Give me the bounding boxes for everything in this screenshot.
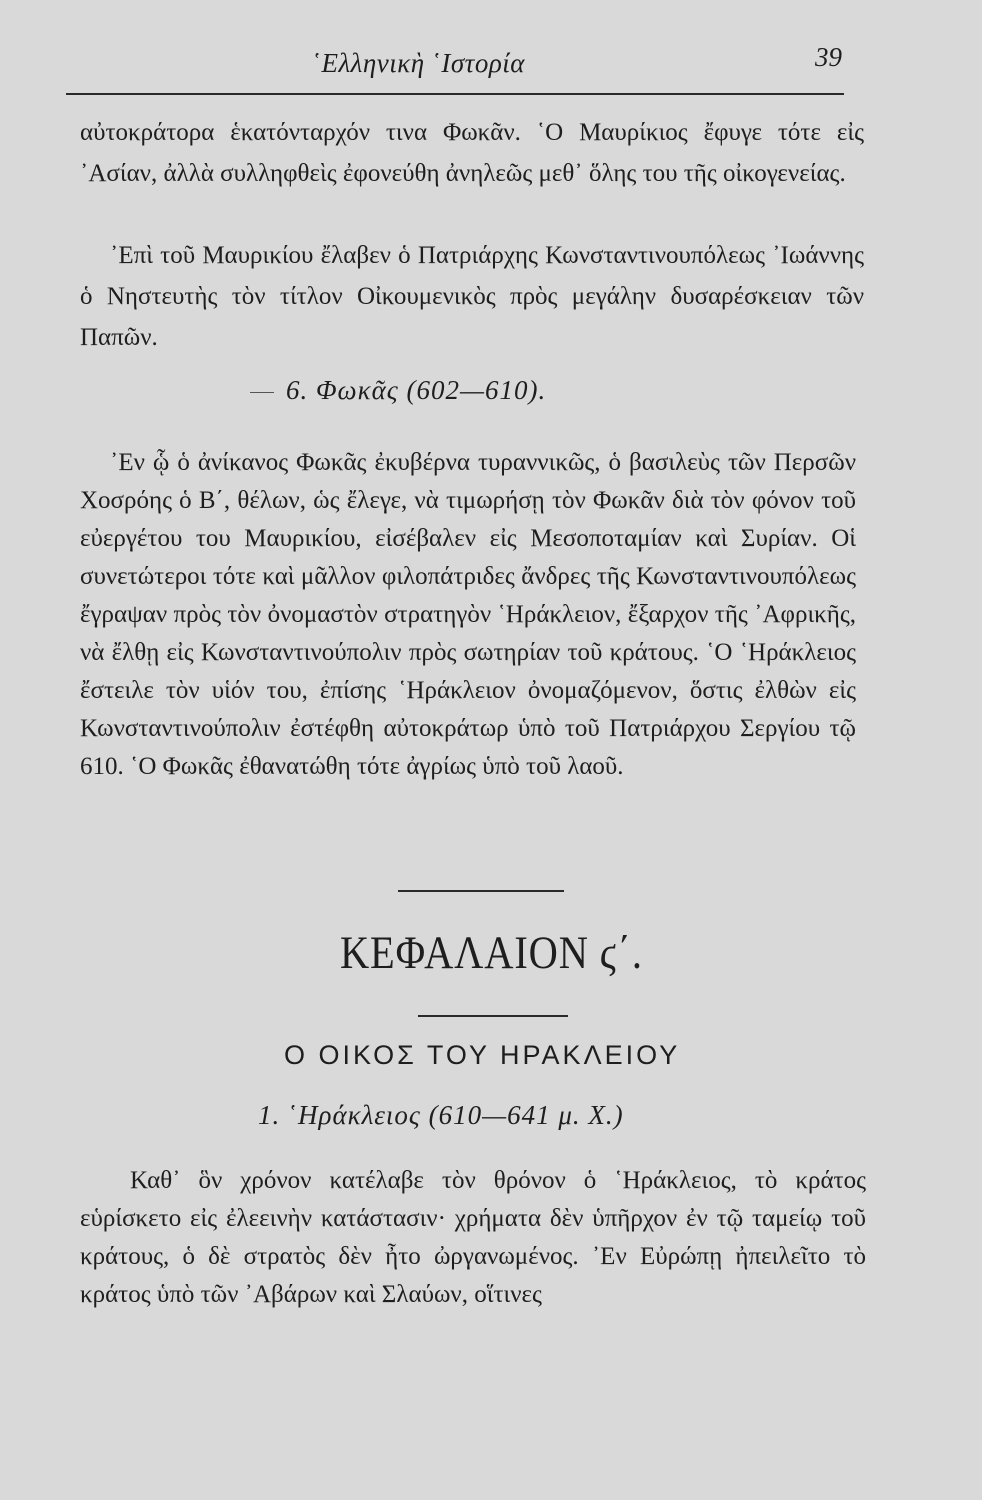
paragraph-4: Καθ᾿ ὃν χρόνον κατέλαβε τὸν θρόνον ὁ ῾Ηράκλειος, τὸ κράτος εὑρίσκετο εἰς ἐλεεινὴν κατάστασιν· χρήματα δὲν ὑπῆρχον ἐν τῷ ταμείῳ τοῦ κράτους, ὁ δὲ στρατὸς δὲν ἦτο ὠργανωμένος. ᾿Εν Εὐρώπῃ ἠπειλεῖτο τὸ κράτος ὑπὸ τῶν ᾿Αβάρων καὶ Σλαύων, οἵτινες — [80, 1167, 866, 1308]
page-number: 39 — [815, 42, 842, 72]
chapter-subtitle: Ο ΟΙΚΟΣ ΤΟΥ ΗΡΑΚΛΕΙΟΥ — [284, 1040, 681, 1070]
chapter-title: ΚΕΦΑΛΑΙΟΝ ϛ΄. — [340, 927, 643, 979]
heading-dash — [250, 392, 274, 393]
section-heading-phocas — [250, 375, 546, 406]
section-heading-text: 6. Φωκᾶς (602—610). — [286, 375, 547, 405]
subsection-heading-heraclius: 1. ῾Ηράκλειος (610—641 μ. Χ.) — [258, 1100, 624, 1130]
chapter-divider-top — [398, 890, 564, 892]
paragraph-3: ᾿Εν ᾧ ὁ ἀνίκανος Φωκᾶς ἐκυβέρνα τυραννικῶς, ὁ βασιλεὺς τῶν Περσῶν Χοσρόης ὁ Β΄, θέλων, ὡς ἔλεγε, νὰ τιμωρήσῃ τὸν Φωκᾶν διὰ τὸν φόνον τοῦ εὐεργέτου του Μαυρικίου, εἰσέβαλεν εἰς Μεσοποταμίαν καὶ Συρίαν. Οἱ συνετώτεροι τότε καὶ μᾶλλον φιλοπάτριδες ἄνδρες τῆς Κωνσταντινουπόλεως ἔγραψαν πρὸς τὸν ὀνομαστὸν στρατηγὸν ῾Ηράκλειον, ἔξαρχον τῆς ᾿Αφρικῆς, νὰ ἔλθῃ εἰς Κωνσταντινούπολιν πρὸς σωτηρίαν τοῦ κράτους. ῾Ο ῾Ηράκλειος ἔστειλε τὸν υἱόν του, ἐπίσης ῾Ηράκλειον ὀνομαζόμενον, ὅστις ἐλθὼν εἰς Κωνσταντινούπολιν ἐστέφθη αὐτοκράτωρ ὑπὸ τοῦ Πατριάρχου Σεργίου τῷ 610. ῾Ο Φωκᾶς ἐθανατώθη τότε ἀγρίως ὑπὸ τοῦ λαοῦ. — [80, 449, 856, 780]
paragraph-1: αὐτοκράτορα ἑκατόνταρχόν τινα Φωκᾶν. ῾Ο Μαυρίκιος ἔφυγε τότε εἰς ᾿Ασίαν, ἀλλὰ συλληφθεὶς ἐφονεύθη ἀνηλεῶς μεθ᾿ ὅλης του τῆς οἰκογενείας. — [80, 119, 864, 187]
header-rule — [66, 93, 844, 95]
paragraph-2: ᾿Επὶ τοῦ Μαυρικίου ἔλαβεν ὁ Πατριάρχης Κωνσταντινουπόλεως ᾿Ιωάννης ὁ Νηστευτὴς τὸν τίτλον Οἰκουμενικὸς πρὸς μεγάλην δυσαρέσκειαν τῶν Παπῶν. — [80, 242, 864, 351]
running-title: ῾Ελληνικὴ ῾Ιστορία — [312, 48, 525, 78]
chapter-divider-bottom — [418, 1015, 568, 1017]
running-header — [66, 42, 844, 92]
